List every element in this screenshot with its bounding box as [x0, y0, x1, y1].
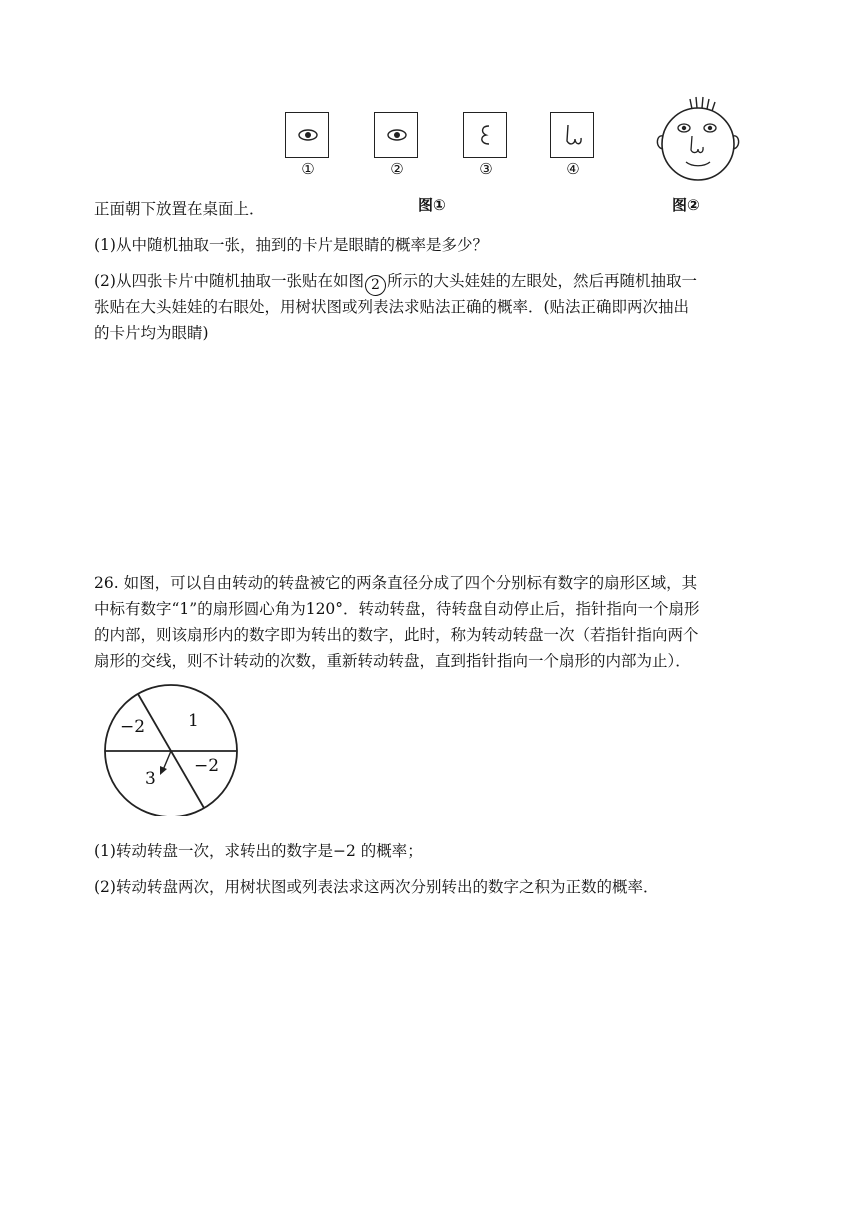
card-4 [550, 112, 594, 158]
q26-line1: 26. 如图，可以自由转动的转盘被它的两条直径分成了四个分别标有数字的扇形区域，其 [94, 574, 698, 592]
card-number: ① [301, 160, 315, 178]
card-3 [463, 112, 507, 158]
q26-line3: 的内部，则该扇形内的数字即为转出的数字，此时，称为转动转盘一次（若指针指向两个 [94, 626, 699, 644]
doll-face-illustration [652, 94, 744, 194]
spinner-disc [100, 680, 242, 816]
q25-part2-line3: 的卡片均为眼睛) [94, 324, 209, 342]
q26-line2: 中标有数字“1”的扇形圆心角为120°．转动转盘，待转盘自动停止后，指针指向一个扇形 [94, 600, 700, 618]
sector-label: −2 [120, 717, 146, 737]
q26-part1: (1)转动转盘一次，求转出的数字是−2 的概率； [94, 842, 423, 860]
q25-intro: 正面朝下放置在桌面上． [94, 200, 265, 218]
card-1 [285, 112, 329, 158]
circled-number: 2 [365, 275, 386, 296]
card-2 [374, 112, 418, 158]
eye-icon [286, 113, 330, 159]
q26-part2: (2)转动转盘两次，用树状图或列表法求这两次分别转出的数字之积为正数的概率． [94, 878, 659, 896]
ear-icon [464, 113, 508, 159]
q25-part2-line2: 张贴在大头娃娃的右眼处，用树状图或列表法求贴法正确的概率．(贴法正确即两次抽出 [94, 298, 690, 316]
eye-icon [375, 113, 419, 159]
card-number: ② [390, 160, 404, 178]
card-number: ④ [566, 160, 580, 178]
q25-part1: (1)从中随机抽取一张，抽到的卡片是眼睛的概率是多少？ [94, 236, 488, 254]
q25-part2-line1 [94, 270, 697, 296]
q26-line4: 扇形的交线，则不计转动的次数，重新转动转盘，直到指针指向一个扇形的内部为止）． [94, 652, 691, 670]
sector-label: 1 [188, 711, 199, 731]
q25-part2-line1-b: 所示的大头娃娃的左眼处，然后再随机抽取一 [386, 272, 697, 290]
sector-label: 3 [145, 769, 156, 789]
figure1-label: 图① [418, 196, 446, 214]
nose-icon [551, 113, 595, 159]
q25-part2-line1-a: (2)从四张卡片中随机抽取一张贴在如图 [94, 272, 364, 290]
card-number: ③ [479, 160, 493, 178]
figure2-label: 图② [672, 196, 700, 214]
sector-label: −2 [194, 756, 220, 776]
